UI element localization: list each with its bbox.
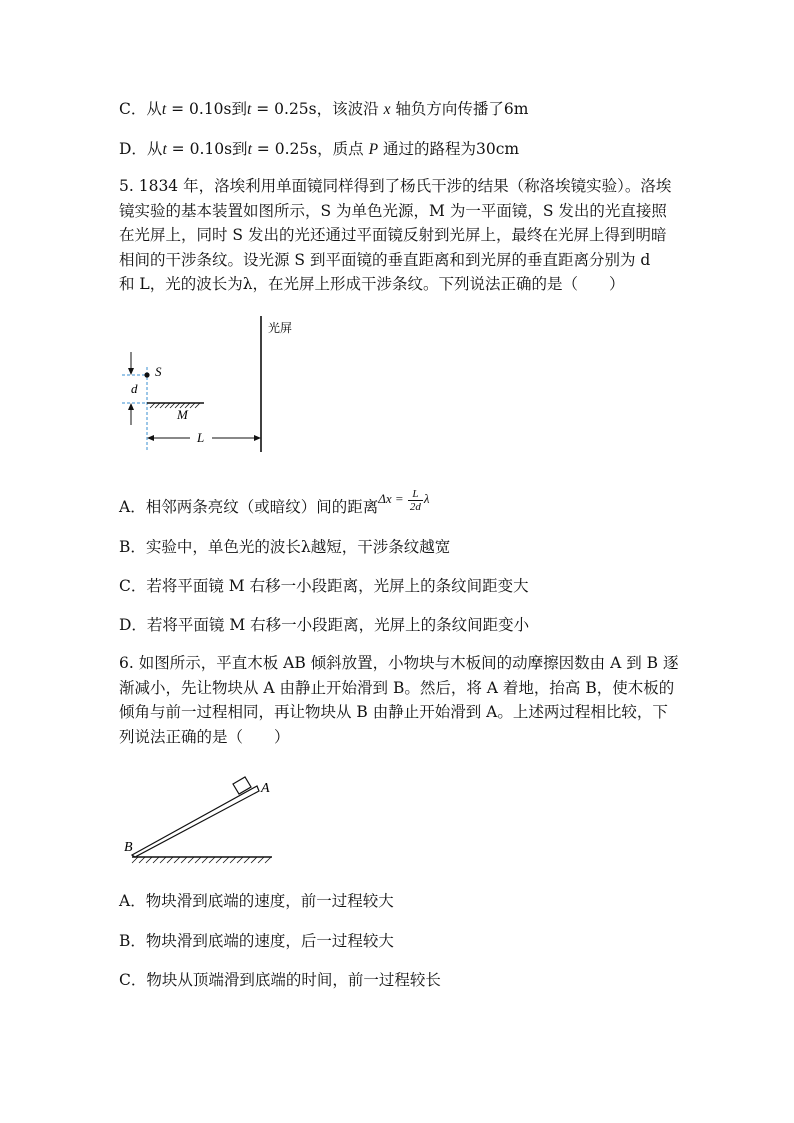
point-b-label: B <box>124 840 133 855</box>
q4-option-d <box>119 138 519 161</box>
q5-stem-line: 在光屏上，同时 S 发出的光还通过平面镜反射到光屏上，最终在光屏上得到明暗 <box>119 226 667 244</box>
source-label: S <box>155 364 162 379</box>
q4-d-eq1: = 0.10s到 <box>166 140 248 158</box>
q5-stem <box>119 174 675 297</box>
q5-option-c: C．若将平面镜 M 右移一小段距离，光屏上的条纹间距变大 <box>119 577 529 595</box>
q4-c-eq2: = 0.25s，该波沿 <box>251 100 384 118</box>
q4-c-var-t1: t <box>161 101 167 118</box>
light-source-dot <box>144 372 149 377</box>
q4-c-var-t2: t <box>247 101 252 118</box>
formula-numerator: L <box>408 488 423 501</box>
q5-stem-line: 镜实验的基本装置如图所示，S 为单色光源，M 为一平面镜，S 发出的光直接照 <box>119 201 667 220</box>
q6-stem <box>119 651 679 749</box>
d-label: d <box>131 381 138 396</box>
formula-lambda: λ <box>423 491 430 506</box>
point-a-label: A <box>261 781 270 796</box>
q6-option-c: C．物块从顶端滑到底端的时间，前一过程较长 <box>119 971 441 989</box>
formula-lhs: Δx = <box>378 491 407 506</box>
q6-stem-line: 渐减小，先让物块从 A 由静止开始滑到 B。然后，将 A 着地，抬高 B，使木板的 <box>119 678 675 697</box>
q5-stem-line: 相间的干涉条纹。设光源 S 到平面镜的垂直距离和到光屏的垂直距离分别为 d <box>119 250 651 269</box>
q5-lloyd-mirror-figure <box>110 312 310 457</box>
q6-incline-figure <box>118 766 278 868</box>
q5-a-text: A．相邻两条亮纹（或暗纹）间的距离 <box>119 498 379 516</box>
q4-d-var-t2: t <box>247 141 252 158</box>
q4-c-var-x: x <box>383 101 391 118</box>
q4-option-c <box>119 98 528 121</box>
mirror-label: M <box>177 407 188 422</box>
q4-c-prefix: C．从 <box>119 100 162 118</box>
wooden-board <box>132 786 259 857</box>
q6-stem-line: 6. 如图所示，平直木板 AB 倾斜放置，小物块与木板间的动摩擦因数由 A 到 B 逐 <box>119 654 679 672</box>
q4-d-var-t1: t <box>162 141 167 158</box>
q4-d-suffix: 通过的路程为30cm <box>378 140 520 158</box>
q4-d-var-p: P <box>368 141 379 158</box>
q4-d-prefix: D．从 <box>119 140 163 158</box>
light-screen-label: 光屏 <box>268 321 293 335</box>
formula-denominator: 2d <box>409 500 421 513</box>
q5-stem-line: 和 L，光的波长为λ，在光屏上形成干涉条纹。下列说法正确的是（ ） <box>119 275 625 293</box>
q5-option-b: B．实验中，单色光的波长λ越短，干涉条纹越宽 <box>119 538 451 556</box>
q5-option-d: D．若将平面镜 M 右移一小段距离，光屏上的条纹间距变小 <box>119 616 530 634</box>
q6-option-a: A．物块滑到底端的速度，前一过程较大 <box>119 892 394 910</box>
q5-a-formula <box>378 487 430 513</box>
q6-option-b: B．物块滑到底端的速度，后一过程较大 <box>119 932 394 950</box>
q4-d-eq2: = 0.25s，质点 <box>251 140 369 158</box>
q6-stem-line: 列说法正确的是（ ） <box>119 727 290 746</box>
q4-c-eq1: = 0.10s到 <box>166 100 247 118</box>
q6-stem-line: 倾角与前一过程相同，再让物块从 B 由静止开始滑到 A。上述两过程相比较，下 <box>119 703 668 721</box>
q4-c-suffix: 轴负方向传播了6m <box>390 100 529 118</box>
l-label: L <box>197 430 205 445</box>
q5-option-a <box>119 487 430 522</box>
q5-stem-line: 5. 1834 年，洛埃利用单面镜同样得到了杨氏干涉的结果（称洛埃镜实验）。洛埃 <box>119 177 672 195</box>
